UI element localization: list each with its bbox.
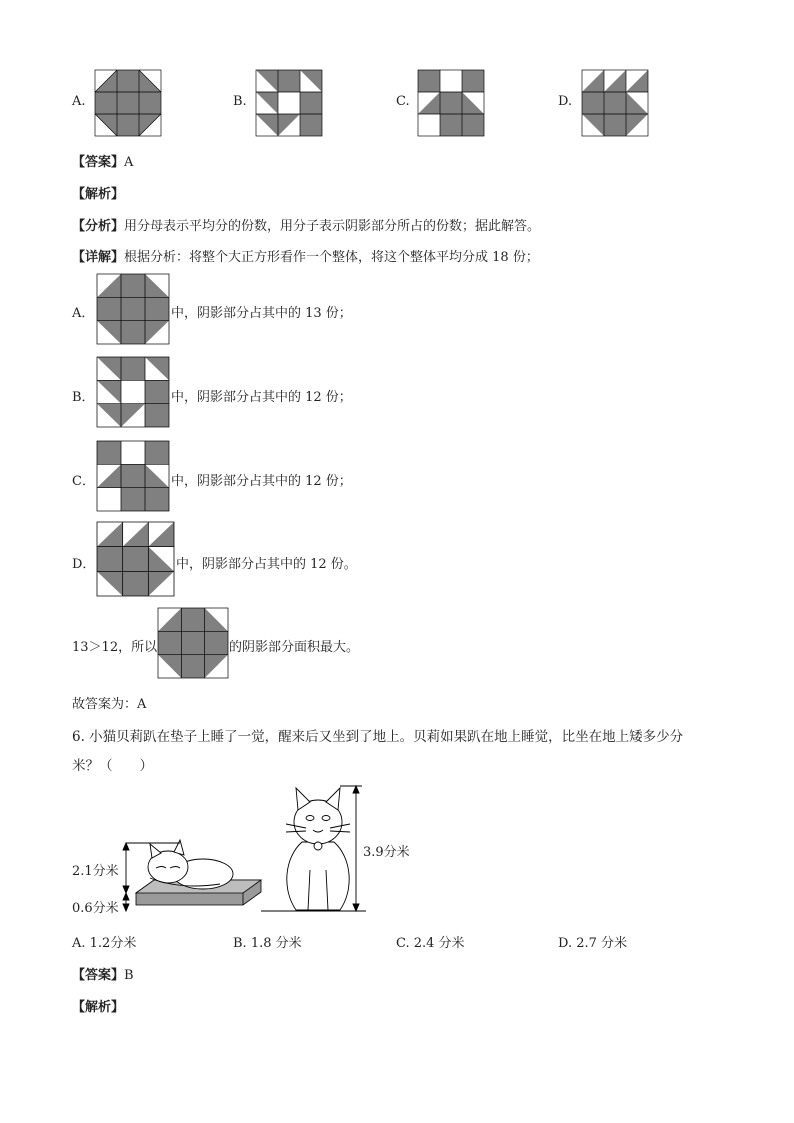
figure-row-d — [97, 522, 174, 596]
row-b-text: 中，阴影部分占其中的 12 份； — [171, 390, 352, 405]
option-b-label: B. — [233, 94, 247, 109]
detail-text: 根据分析：将整个大正方形看作一个整体，将这个整体平均分成 18 份； — [124, 250, 539, 265]
q6-answer-label: 【答案】 — [72, 968, 125, 983]
q5-detail — [72, 246, 539, 265]
q6-line1: 6. 小猫贝莉趴在垫子上睡了一觉，醒来后又坐到了地上。贝莉如果趴在地上睡觉，比坐在地上矮多少分 — [72, 729, 684, 745]
row-d-letter: D． — [72, 557, 96, 572]
q6-line2: 米？（ ） — [72, 758, 153, 774]
figure-row-b — [97, 357, 169, 427]
figure-option-d — [582, 70, 648, 136]
figure-option-c — [418, 70, 484, 136]
q5-fenxi — [72, 215, 540, 234]
compare-suffix: 的阴影部分面积最大。 — [229, 640, 360, 655]
figure-row-c — [97, 441, 169, 511]
option-c-label: C. — [396, 94, 410, 109]
answer-label: 【答案】 — [72, 155, 125, 170]
fenxi-text: 用分母表示平均分的份数，用分子表示阴影部分所占的份数；据此解答。 — [124, 219, 541, 234]
q5-conclusion: 故答案为：A — [72, 697, 147, 712]
q5-analysis-heading: 【解析】 — [72, 187, 125, 202]
row-a-letter: A． — [72, 306, 95, 321]
figure-option-a — [95, 70, 161, 136]
q6-option-c: C. 2.4 分米 — [396, 936, 465, 951]
detail-label: 【详解】 — [72, 250, 125, 265]
figure-row-a — [97, 274, 169, 344]
label-3-9: 3.9分米 — [363, 845, 410, 860]
fenxi-label: 【分析】 — [72, 219, 125, 234]
q5-answer — [72, 151, 133, 170]
row-d-text: 中，阴影部分占其中的 12 份。 — [176, 557, 357, 572]
compare-prefix: 13＞12，所以 — [72, 640, 158, 655]
answer-value: A — [124, 155, 134, 170]
q6-option-d: D. 2.7 分米 — [558, 936, 628, 951]
row-b-letter: B． — [72, 390, 95, 405]
option-d-label: D. — [558, 94, 573, 109]
q6-option-a: A. 1.2分米 — [72, 936, 137, 951]
q6-answer — [72, 964, 134, 983]
row-c-letter: C． — [72, 474, 95, 489]
q6-answer-value: B — [124, 968, 134, 983]
figure-option-b — [256, 70, 322, 136]
figure-compare-a — [158, 608, 228, 678]
label-0-6: 0.6分米 — [72, 901, 119, 916]
label-2-1: 2.1分米 — [72, 864, 119, 879]
row-c-text: 中，阴影部分占其中的 12 份； — [171, 474, 352, 489]
row-a-text: 中，阴影部分占其中的 13 份； — [171, 306, 352, 321]
q6-analysis-heading: 【解析】 — [72, 1000, 125, 1015]
q6-option-b: B. 1.8 分米 — [233, 936, 302, 951]
option-a-label: A. — [72, 94, 86, 109]
